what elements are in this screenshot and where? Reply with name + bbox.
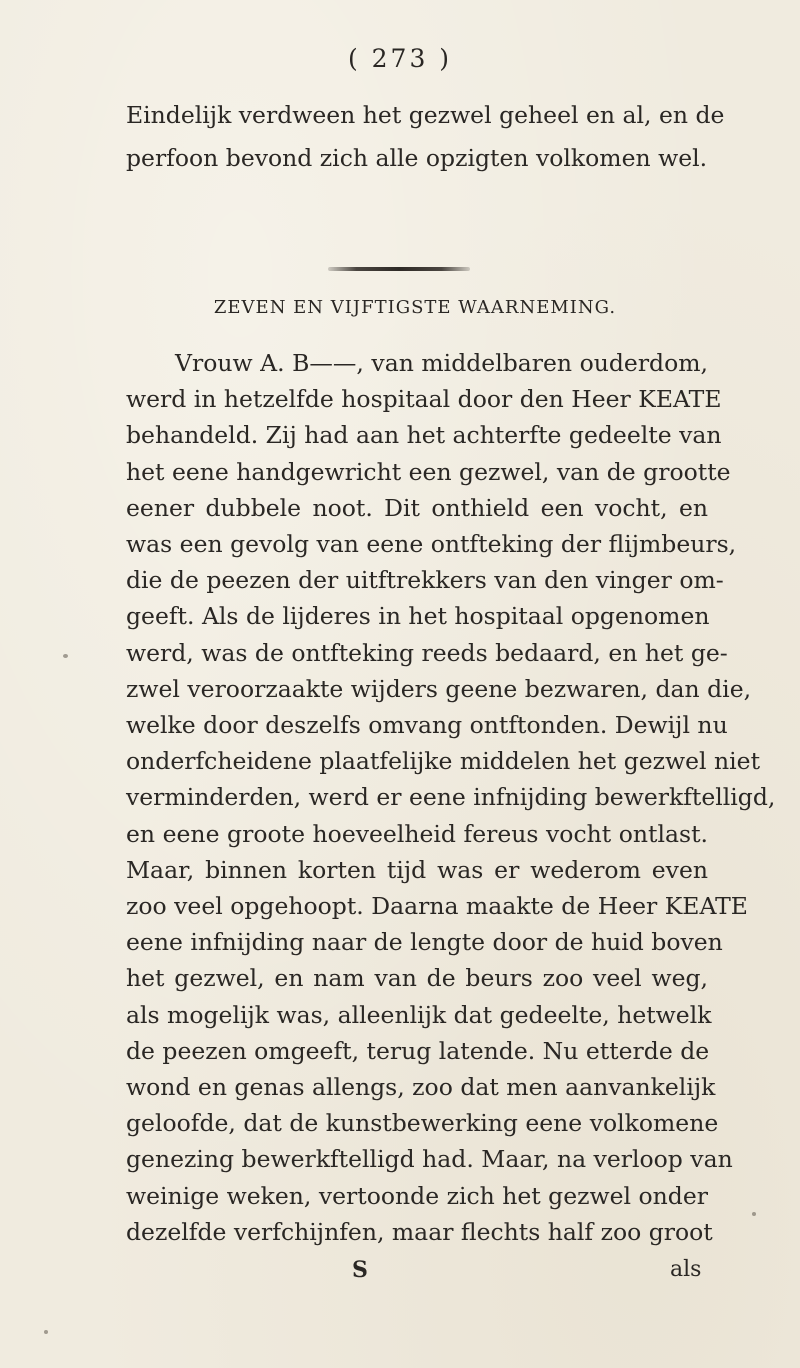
body-line: en eene groote hoeveelheid fereus vocht ontlast. (126, 819, 708, 848)
body-line: Vrouw A. B——, van middelbaren ouderdom, (175, 349, 708, 377)
body-line: dezelfde verfchijnfen, maar flechts half zoo groot (126, 1217, 713, 1246)
page-number: ( 273 ) (347, 44, 453, 73)
paper-speck (63, 654, 68, 658)
intro-line-2: perfoon bevond zich alle opzigten volkomen wel. (126, 144, 708, 172)
body-line: eene infnijding naar de lengte door de huid boven (126, 928, 723, 957)
body-line: geeft. Als de lijderes in het hospitaal opgenomen (126, 602, 710, 631)
body-line: werd in hetzelfde hospitaal door den Heer KEATE (126, 385, 722, 414)
body-line: Maar, binnen korten tijd was er wederom even (126, 855, 708, 884)
body-line: werd, was de ontfteking reeds bedaard, en het ge- (126, 638, 728, 667)
body-line: zwel veroorzaakte wijders geene bezwaren, dan die, (126, 674, 752, 703)
paper-speck (752, 1212, 756, 1216)
paper-speck (44, 1330, 48, 1334)
body-line: de peezen omgeeft, terug latende. Nu etterde de (126, 1036, 710, 1065)
body-line: geloofde, dat de kunstbewerking eene volkomene (126, 1109, 719, 1138)
body-line: welke door deszelfs omvang ontftonden. Dewijl nu (126, 711, 728, 739)
body-line: weinige weken, vertoonde zich het gezwel onder (126, 1181, 708, 1210)
catchword: als (670, 1257, 702, 1282)
body-line: was een gevolg van eene ontfteking der flijmbeurs, (126, 530, 737, 558)
body-line: die de peezen der uitftrekkers van den vinger om- (126, 566, 724, 595)
intro-line-1: Eindelijk verdween het gezwel geheel en al, en de (126, 101, 725, 129)
body-line: het gezwel, en nam van de beurs zoo veel weg, (126, 964, 708, 993)
body-line: eener dubbele noot. Dit onthield een vocht, en (126, 493, 708, 522)
body-line: als mogelijk was, alleenlijk dat gedeelte, hetwelk (126, 1000, 712, 1029)
section-divider (328, 267, 470, 271)
body-line: behandeld. Zij had aan het achterfte gedeelte van (126, 421, 722, 450)
body-line: onderfcheidene plaatfelijke middelen het gezwel niet (126, 747, 761, 776)
body-line: zoo veel opgehoopt. Daarna maakte de Heer KEATE (126, 892, 748, 920)
body-line: genezing bewerkftelligd had. Maar, na verloop van (126, 1145, 733, 1174)
body-line: verminderden, werd er eene infnijding bewerkftelligd, (126, 783, 776, 812)
section-heading: ZEVEN EN VIJFTIGSTE WAARNEMING. (213, 297, 617, 318)
body-line: het eene handgewricht een gezwel, van de grootte (126, 457, 731, 486)
body-line: wond en genas allengs, zoo dat men aanvankelijk (126, 1073, 716, 1101)
signature-mark: S (352, 1257, 368, 1283)
